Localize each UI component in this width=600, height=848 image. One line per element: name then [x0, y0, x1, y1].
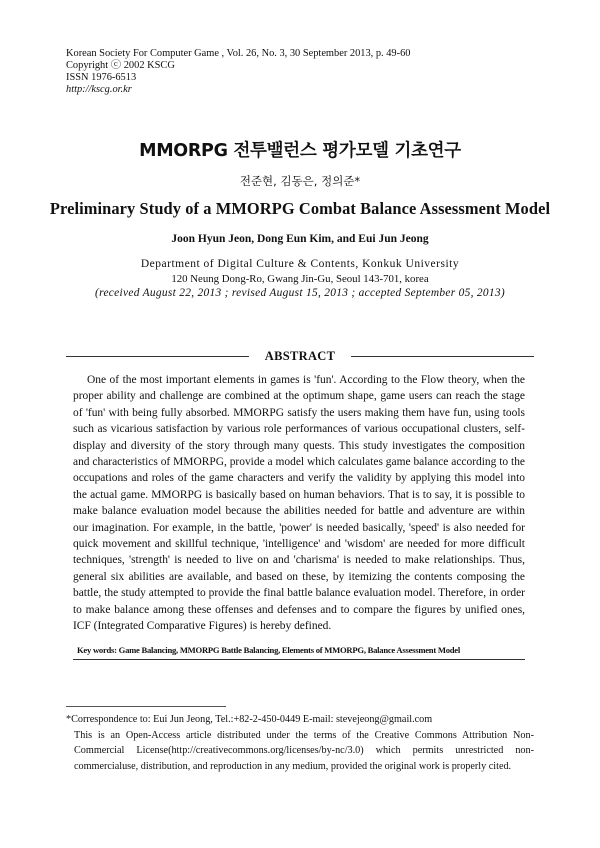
journal-info: Korean Society For Computer Game , Vol. 26, No. 3, 30 September 2013, p. 49-60: [66, 48, 411, 59]
footnote: [66, 712, 534, 774]
abstract-body: One of the most important elements in games is 'fun'. According to the Flow theory, when the proper ability and challenge are combined at the optimum shape, game users can reach the stage of 'fun' with being fully absorbed. MMORPG satisfy the users making them have fun, using tools such as vicarious satisfaction by various role performances of various occupational clusters, self-display and diversity of the story through many quests. This study investigates the composition and characteristics of MMORPG, provide a model which calculates game balance according to the occupations and roles of the game characters and verify the validity by applying this model into the actual game. MMORPG is basically based on human behaviors. That is to say, it is possible to make balance evaluation model because the abilities needed for battle and adventure are within our imagination. For example, in the battle, 'power' is needed basically, 'speed' is also needed for quick movement and skillful technique, 'intelligence' and 'wisdom' are needed for more difficult techniques, 'strength' is needed to live on and 'charisma' is needed to make relationships. Thus, general six abilities are available, and based on these, by itemizing the contents composing the battle, the study attempted to provide the final battle balance evaluation model. Therefore, in order to make balance among these offenses and defenses and to compare the figures by unified ones, ICF (Integrated Comparative Figures) is hereby defined.: [73, 374, 525, 633]
affiliation-department: Department of Digital Culture & Contents, Konkuk University: [140, 258, 460, 270]
journal-url-link[interactable]: http://kscg.or.kr: [66, 84, 132, 95]
abstract-rule-left: [66, 356, 249, 357]
license-note: This is an Open-Access article distributed under the terms of the Creative Commons Attribution Non-Commercial License(http://creativecommons.org/licenses/by-nc/3.0) which permits unrestricted non-commercialuse, distribution, and reproduction in any medium, provided the original work is properly cited.: [74, 729, 534, 772]
title-english: Preliminary Study of a MMORPG Combat Balance Assessment Model: [49, 199, 551, 218]
abstract-heading-row: [66, 349, 534, 364]
authors-korean: 전준현, 김동은, 정의준*: [239, 174, 361, 188]
journal-header: [66, 48, 410, 96]
copyright-line: Copyright ⓒ 2002 KSCG: [66, 60, 175, 71]
affiliation-address: 120 Neung Dong-Ro, Gwang Jin-Gu, Seoul 143-701, korea: [171, 273, 429, 285]
title-korean: MMORPG 전투밸런스 평가모델 기초연구: [139, 141, 461, 161]
submission-dates: (received August 22, 2013 ; revised August 15, 2013 ; accepted September 05, 2013): [95, 287, 505, 299]
keywords-line: Key words: Game Balancing, MMORPG Battle Balancing, Elements of MMORPG, Balance Assessment Model: [77, 645, 460, 655]
footnote-divider: [66, 706, 226, 707]
authors-english: Joon Hyun Jeon, Dong Eun Kim, and Eui Jun Jeong: [171, 233, 429, 245]
abstract-heading: ABSTRACT: [264, 349, 336, 363]
correspondence-note: *Correspondence to: Eui Jun Jeong, Tel.:+82-2-450-0449 E-mail: stevejeong@gmail.com: [66, 714, 433, 725]
abstract-rule-right: [351, 356, 534, 357]
keywords-divider: [73, 659, 525, 660]
issn-line: ISSN 1976-6513: [66, 72, 137, 83]
